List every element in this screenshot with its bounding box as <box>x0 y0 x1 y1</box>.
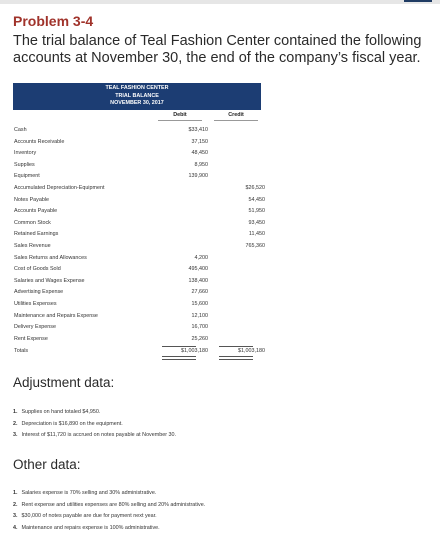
account-name: Retained Earnings <box>14 231 59 238</box>
debit-column-header: Debit <box>173 112 187 118</box>
credit-amount: 765,360 <box>245 243 265 249</box>
account-name: Accounts Receivable <box>14 138 65 145</box>
debit-total: $1,003,180 <box>181 348 208 354</box>
account-name: Accounts Payable <box>14 208 58 215</box>
account-name: Inventory <box>14 150 37 157</box>
table-row <box>13 183 265 194</box>
account-name: Delivery Expense <box>14 324 56 331</box>
debit-amount: 4,200 <box>194 254 208 261</box>
company-name: TEAL FASHION CENTER <box>105 85 169 91</box>
debit-amount: 139,900 <box>188 173 208 180</box>
totals-label: Totals <box>14 348 29 354</box>
table-row <box>13 299 261 310</box>
top-edge-bar <box>0 0 440 4</box>
problem-title: Problem 3-4 <box>13 13 94 29</box>
debit-amount: 495,400 <box>188 266 208 273</box>
table-row <box>13 218 265 229</box>
account-name: Advertising Expense <box>14 289 64 296</box>
debit-amount: 138,400 <box>188 277 208 284</box>
table-row <box>13 334 261 345</box>
list-item: 1. Supplies on hand totaled $4,950. <box>13 409 101 415</box>
credit-amount: $26,520 <box>245 185 265 191</box>
statement-date: NOVEMBER 30, 2017 <box>110 100 164 106</box>
table-row <box>13 195 265 206</box>
debit-amount: 25,260 <box>191 335 208 342</box>
account-name: Utilities Expenses <box>14 301 57 307</box>
problem-intro: The trial balance of Teal Fashion Center contained the following accounts at November 30, the end of the company’s fiscal year. <box>13 33 422 66</box>
list-item: 4. Maintenance and repairs expense is 100% administrative. <box>13 524 160 531</box>
debit-amount: 37,150 <box>191 138 208 145</box>
list-item: 3. Interest of $11,720 is accrued on notes payable at November 30. <box>13 432 177 438</box>
list-item: 1. Salaries expense is 70% selling and 30% administrative. <box>13 490 157 496</box>
account-name: Maintenance and Repairs Expense <box>14 312 98 319</box>
credit-amount: 93,450 <box>248 219 265 226</box>
account-name: Cash <box>14 127 27 133</box>
table-row <box>13 276 261 287</box>
account-name: Sales Returns and Allowances <box>14 254 87 261</box>
adjustment-heading: Adjustment data: <box>13 375 115 390</box>
debit-header-rule <box>158 120 202 121</box>
list-item: 2. Rent expense and utilities expenses are 80% selling and 20% administrative. <box>13 501 206 508</box>
debit-amount: $33,410 <box>188 127 208 133</box>
adjustment-list <box>13 409 176 444</box>
top-edge-tab <box>404 0 432 2</box>
account-name: Rent Expense <box>14 335 48 342</box>
table-row <box>13 171 261 182</box>
table-row <box>13 264 261 275</box>
debit-amount: 48,450 <box>191 150 208 157</box>
table-row <box>13 322 261 333</box>
other-data-list <box>13 490 205 536</box>
table-row <box>13 253 261 264</box>
table-row <box>13 148 261 159</box>
credit-amount: 51,950 <box>248 208 265 215</box>
account-name: Notes Payable <box>14 196 50 203</box>
credit-column-header: Credit <box>228 112 244 118</box>
account-name: Supplies <box>14 161 35 168</box>
account-name: Salaries and Wages Expense <box>14 277 85 284</box>
table-row <box>13 229 265 240</box>
account-name: Sales Revenue <box>14 243 51 249</box>
credit-amount: 54,450 <box>248 196 265 203</box>
debit-amount: 27,660 <box>191 289 208 296</box>
account-name: Accumulated Depreciation-Equipment <box>14 185 105 191</box>
credit-total: $1,003,180 <box>238 348 265 354</box>
credit-amount: 11,450 <box>248 231 265 238</box>
table-row <box>13 137 261 148</box>
other-data-heading: Other data: <box>13 457 81 472</box>
credit-total-double-rule <box>219 356 253 360</box>
trial-balance-header <box>13 83 261 110</box>
list-item: 2. Depreciation is $16,890 on the equipment. <box>13 420 123 427</box>
account-name: Cost of Goods Sold <box>14 266 61 273</box>
debit-amount: 8,950 <box>194 161 208 168</box>
table-row <box>13 287 261 298</box>
list-item: 3. $30,000 of notes payable are due for payment next year. <box>13 513 157 519</box>
table-row <box>13 311 261 322</box>
table-row <box>13 160 261 171</box>
table-row <box>13 125 261 136</box>
table-row <box>13 206 265 217</box>
account-name: Common Stock <box>14 219 51 226</box>
account-name: Equipment <box>14 173 40 180</box>
debit-total-double-rule <box>162 356 196 360</box>
debit-amount: 16,700 <box>191 324 208 331</box>
credit-header-rule <box>214 120 258 121</box>
debit-amount: 15,600 <box>191 301 208 307</box>
statement-name: TRIAL BALANCE <box>115 92 159 99</box>
table-row <box>13 241 265 252</box>
debit-amount: 12,100 <box>191 312 208 319</box>
